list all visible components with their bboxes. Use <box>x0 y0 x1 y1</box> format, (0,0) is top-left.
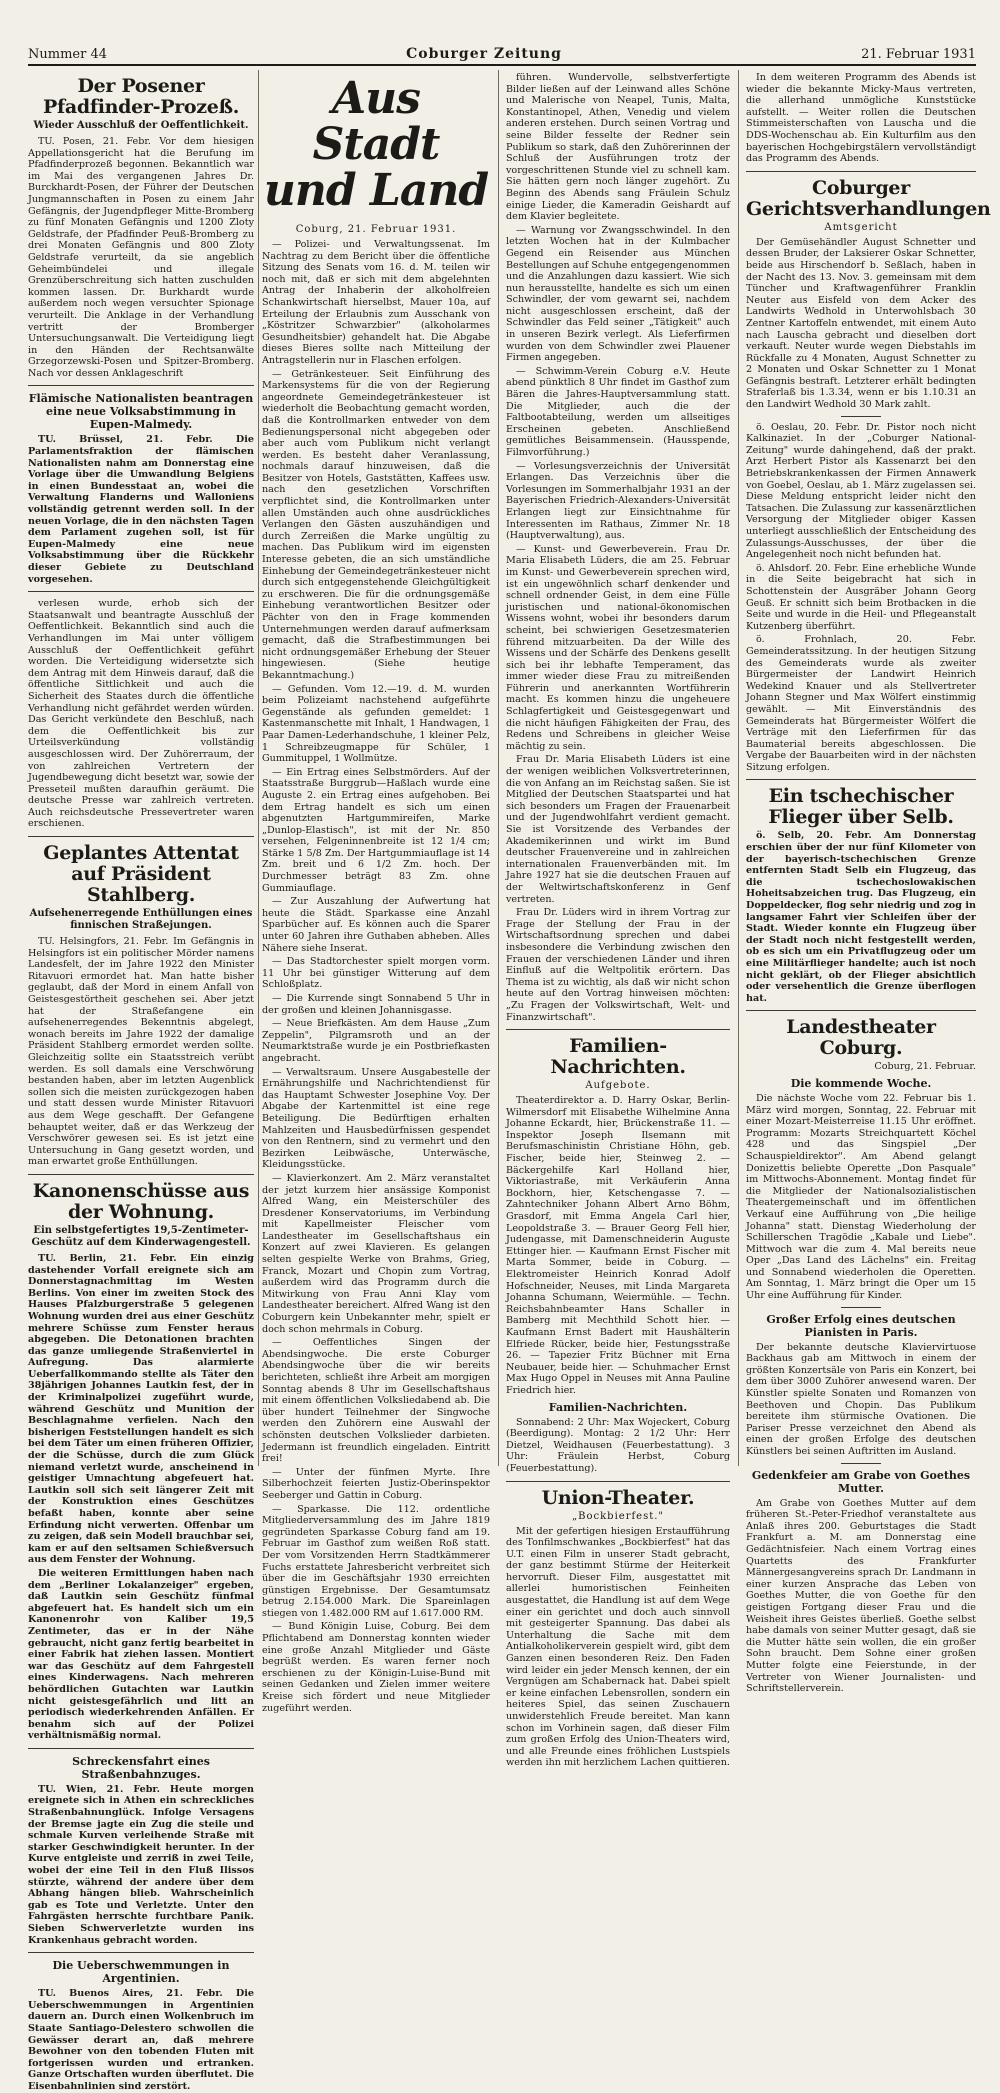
article-paragraph: — Verwaltsraum. Unsere Ausgabestelle der Ernährungshilfe und Nachrichtendienst für das Hauptamt Schwester Josephine Voy. Der Abgabe der Kartenmittel ist eine rege Beteiligung. Die Bedürftigen erhalten Mahlzeiten und Hausbedürfnissen gespendet von den Rentnern, sind zu vermehrt und den Bezirken Leibwäsche, Unterwäsche, Kleidungsstücke. <box>262 1066 490 1171</box>
article-paragraph: Mit der gefertigen hiesigen Erstaufführung des Tonfilmschwankes „Bockbierfest" hat das U.T. einen Film in unserer Stadt gebracht, der ganz bestimmt Stürme der Heiterkeit hervorruft. Dieser Film, ausgestattet mit allerlei humoristischen Feinheiten ausgestattet, die Handlung ist auf dem Wege einer ein gerichtet und doch auch sinnvoll mit gesteigerter Spannung. Das dabei als Unterhaltung die Sache mit dem Antialkoholikerverein gespielt wird, gibt dem Ganzen einen besonderen Reiz. Den Faden wird leider ein jeder Mensch kennen, der ein Vergnügen am Schabernack hat. Dabei spielt er keine einfachen Lebensrollen, sondern ein heiteres Spiel, das seinen Zuschauern unwiderstehlich Freude bereitet. Man kann schon im Vorhinein sagen, daß dieser Film zum großen Erfolg des Union-Theaters wird, und alle Freunde eines fröhlichen Lustspiels werden ihn mit herzlichem Lachen quittieren. <box>506 1525 730 1769</box>
column-3 <box>506 72 730 1769</box>
article-headline: Schreckensfahrt eines Straßenbahnzuges. <box>72 1754 210 1781</box>
newspaper-name: Coburger Zeitung <box>406 46 562 62</box>
article-paragraph: — Klavierkonzert. Am 2. März veranstaltet der jetzt kurzem hier ansässige Komponist Alfred Wang, ein Meisterschüler des Dresdener Konservatoriums, im Verbindung mit Kapellmeister Fleischer vom Landestheater im Gesellschaftshaus ein Konzert auf zwei Klavieren. Es gelangen selten gespielte Werke von Brahms, Grieg, Franck, Mozart und Chopin zum Vortrag, außerdem wird das Programm durch die Mitwirkung von Frau Anni Klay vom Landestheater bereichert. Alfred Wang ist den Coburgern kein Unbekannter mehr, spielt er doch schon mehrmals in Coburg. <box>262 1172 490 1335</box>
masthead-rule <box>28 64 976 66</box>
article-subheadline: Amtsgericht <box>824 221 898 233</box>
article-headline: Kanonenschüsse aus der Wohnung. <box>32 1179 250 1223</box>
article-paragraph: Der bekannte deutsche Klaviervirtuose Backhaus gab am Mittwoch in einem der größten Konzertsäle von Paris ein Konzert, bei dem über 3000 Zuhörer anwesend waren. Der Künstler spielte Sonaten und Romanzen von Beethoven und Chopin. Das Publikum bereitete ihm stürmische Ovationen. Die Pariser Presse verzeichnet den Abend als einen der großen Erfolge des deutschen Künstlers bei seinen Auftritten im Ausland. <box>746 1341 976 1457</box>
article-paragraph: — Oeffentliches Singen der Abendsingwoche. Die erste Coburger Abendsingwoche über die wir bereits berichteten, schließt ihre Arbeit am morgigen Sonntag abends 8 Uhr im Gesellschaftshaus mit einem öffentlichen Volksliedabend ab. Die über hundert Teilnehmer der Singwoche werden den Zuhörern eine Auswahl der schönsten deutschen Volkslieder darbieten. Jedermann ist freundlich eingeladen. Eintritt frei! <box>262 1337 490 1465</box>
article-subheadline: Aufsehenerregende Enthüllungen eines finnischen Straßejungen. <box>29 908 253 932</box>
article-headline: Flämische Nationalisten beantragen eine neue Volksabstimmung in Eupen-Malmedy. <box>28 392 254 432</box>
article-paragraph: — Unter der fünfmen Myrte. Ihre Silberhochzeit feierten Justiz-Oberinspektor Seeberger und Gattin in Coburg. <box>262 1466 490 1501</box>
article-paragraph: ö. Ahlsdorf. 20. Febr. Eine erhebliche Wunde in die Seite beigebracht hat sich in Schottenstein der Ausgräber Johann Georg Geuß. Er schnitt sich beim Brotbacken in die Seite und wurde in die Heil- und Pflegeanstalt Kutzenberg überführt. <box>746 562 976 632</box>
article-divider <box>746 171 976 172</box>
article-paragraph: — Das Stadtorchester spielt morgen vorm. 11 Uhr bei günstiger Witterung auf dem Schloßplatz. <box>262 956 490 991</box>
article-headline: Ein tschechischer Flieger über Selb. <box>768 785 954 829</box>
article-divider <box>28 1174 254 1175</box>
article-paragraph: Am Grabe von Goethes Mutter auf dem früheren St.-Peter-Friedhof veranstaltete aus Anlaß ihres 200. Geburtstages die Stadt Frankfurt a. M. am Donnerstag eine Gedächtnisfeier. Nach einem Vortrag eines Quartetts des Frankfurter Männergesangvereins sprach Dr. Landmann in einer kurzen Ansprache das Leben von Goethes Mutter, die von Goethe für den geistigen Fortgang dieser Frau und die Weisheit ihres Geistes überließ. Goethe selbst habe damals von seiner Mutter gesagt, daß sie die Mutter hätte sein wollen, die ein großer Sohn braucht. Dem Sohne einer großen Mutter folgte eine Feierstunde, in der Vertreter von Wiener Journalisten- und Schriftstellerverein. <box>746 1497 976 1695</box>
column-divider <box>738 70 739 1466</box>
article-subheadline: Wieder Ausschluß der Oeffentlichkeit. <box>33 120 249 131</box>
article-paragraph: — Gefunden. Vom 12.—19. d. M. wurden beim Polizeiamt nachstehend aufgeführte Gegenstände als gefunden gemeldet: 1 Kastenmanschette mit Inhalt, 1 Handwagen, 1 Paar Damen-Lederhandschuhe, 1 kleiner Pelz, 1 Schreibzeugmappe für Schüler, 1 Gummituppel, 1 Wollmütze. <box>262 683 490 765</box>
column-divider <box>498 70 499 1466</box>
article-paragraph: In dem weiteren Programm des Abends ist wieder die bekannte Micky-Maus vertreten, die allerhand unmögliche Kunststücke aufstellt. — Weiter rollen die Deutschen Stimmeisterschaften von Lauscha und die DDS-Wochenschau ab. Ein Kulturfilm aus den bayerischen Hochgebirgstälern vervollständigt das Programm des Abends. <box>746 72 976 165</box>
article-headline: Die Ueberschwemmungen in Argentinien. <box>52 1959 230 1986</box>
article-divider <box>506 1029 730 1030</box>
article-divider <box>746 1010 976 1011</box>
article-headline: Der Posener Pfadfinder-Prozeß. <box>42 75 240 118</box>
dateline: Coburg, 21. Februar 1931. <box>295 224 457 235</box>
article-headline: Familien-Nachrichten. <box>550 1035 686 1079</box>
article-headline: Landestheater Coburg. <box>786 1016 936 1060</box>
article-paragraph: — Kunst- und Gewerbeverein. Frau Dr. Maria Elisabeth Lüders, die am 25. Februar im Kunst- und Gewerbeverein sprechen wird, ist ein ungewöhnlich scharf denkender und schnell ordnender Geist, in dem eine Fülle juristischen und national-ökonomischen Wissens wohnt, wobei ihr besonders darum scheint, bei schwierigen Gesetzesmaterien führend mitzuarbeiten. Da der Wille des Wissens und der Schärfe des Denkens gesellt sich bei ihr lebhafte Temperament, das immer wieder diese Frau zu mitreißenden Führerin und anerkannten Wortführerin macht. Es kommen hinzu die ungeheuere Schlagfertigkeit und Geistesgegenwart und die nicht häufigen Fähigkeiten der Frau, des Redens und Schreibens in gleicher Weise mächtig zu sein. <box>506 543 730 752</box>
article-paragraph: — Warnung vor Zwangsschwindel. In den letzten Wochen hat in der Kulmbacher Gegend ein Reisender aus München Bestellungen auf Schuhe entgegengenommen und die Anzahlungen dazu kassiert. Wie sich nun herausstellte, handelte es sich um einen Schwindler, der vom gewarnt sei, nachdem nicht ausgeschlossen erscheint, daß der Schwindler das Feld seiner „Tätigkeit" auch in unseren Bezirk verlegt. Als Lieferfirmen wurden von dem Schwindler zwei Plauener Firmen angegeben. <box>506 224 730 364</box>
article-paragraph: — Schwimm-Verein Coburg e.V. Heute abend pünktlich 8 Uhr findet im Gasthof zum Bären die Jahres-Hauptversammlung statt. Die Mitglieder, auch die der Faltbootabteilung, werden um allseitiges Erscheinen gebeten. Anschließend gemütliches Beisammensein. (Hausspende, Filmvorführung.) <box>506 365 730 458</box>
article-paragraph: — Neue Briefkästen. Am dem Hause „Zum Zeppelin", Pilgramsroth und an der Neumarktstraße wurde je ein Postbriefkasten angebracht. <box>262 1018 490 1064</box>
article-headline: Union-Theater. <box>541 1486 695 1509</box>
article-paragraph: Sonnabend: 2 Uhr: Max Wojeckert, Coburg (Beerdigung). Montag: 2 1/2 Uhr: Herr Dietzel, Weidhausen (Feuerbestattung). 3 Uhr: Fräulein Herbst, Coburg (Feuerbestattung). <box>506 1416 730 1474</box>
article-divider <box>28 836 254 837</box>
article-paragraph: — Sparkasse. Die 112. ordentliche Mitgliederversammlung des im Jahre 1819 gegründeten Sparkasse Coburg fand am 19. Februar im Gasthof zum weißen Roß statt. Der vom Vorsitzenden Herrn Stadtkämmerer Fuchs erstattete Jahresbericht verbreitet sich über die im Geschäftsjahr 1930 erreichten günstigen Ergebnisse. Der Gesamtumsatz betrug 2.154.000 Mark. Die Spareinlagen stiegen von 1.482.000 RM auf 1.617.000 RM. <box>262 1503 490 1619</box>
article-subheadline: Ein selbstgefertigtes 19,5-Zentimeter-Geschütz auf dem Kinderwagengestell. <box>31 1224 251 1248</box>
article-headline: Großer Erfolg eines deutschen Pianisten in Paris. <box>766 1312 956 1339</box>
issue-date: 21. Februar 1931 <box>861 47 976 62</box>
article-paragraph: TU. Posen, 21. Febr. Vor dem hiesigen Appellationsgericht hat die Berufung im Pfadfinderprozeß begonnen. Bekanntlich war im Mai des vergangenen Jahres Dr. Burckhardt-Posen, der Führer der Deutschen Jungmannschaften in Posen zu einem Jahr Gefängnis, der Jugendpfleger Mitte-Bromberg zu fünf Monaten Gefängnis und 1200 Zloty Geldstrafe, der Pfadfinder Peuß-Bromberg zu drei Monaten Gefängnis und 800 Zloty Geldstrafe verurteilt, da sie angeblich Geheimbündelei und illegale Grenzüberschreitung sich hatten zuschulden kommen lassen. Dr. Burkhardt wurde außerdem noch wegen versuchter Spionage verurteilt. Die Anklage in der Verhandlung vertritt der Bromberger Untersuchungsanwalt. Die Verteidigung liegt in den Händen der Rechtsanwälte Grzegorzewski-Posen und Spitzer-Bromberg. Nach vor dessen Anklageschrift <box>28 136 254 379</box>
article-paragraph: verlesen wurde, erhob sich der Staatsanwalt und beantragte Ausschluß der Oeffentlichkeit. Bekanntlich sind auch die Verhandlungen im Mai unter völligem Ausschluß der Oeffentlichkeit geführt worden. Die Verteidigung widersetzte sich dem Antrag mit dem Hinweis darauf, daß die öffentliche Sittlichkeit und auch die Sicherheit des Staates durch die öffentliche Verhandlung nicht gefährdet werden würden. Das Gericht verkündete den Beschluß, nach dem die Oeffentlichkeit bis zur Urteilsverkündung vollständig ausgeschlossen wird. Der Zuhörerraum, der von zahlreichen Vertretern der Jugendbewegung dicht besetzt war, sowie der Presseteil mußten daraufhin geräumt. Die deutsche Presse war zahlreich vertreten. Auch reichsdeutsche Pressevertreter waren erschienen. <box>28 598 254 830</box>
article-paragraph: Der Gemüsehändler August Schnetter und dessen Bruder, der Laksierer Oskar Schnetter, beide aus Hirschendorf b. Seßlach, haben in der Nacht des 13. Nov. 3. gemeinsam mit dem Tüncher und Kraftwagenführer Franklin Neuter aus Eisfeld von dem Acker des Landwirts Wedhold in Unterwohlsbach 30 Zentner Kartoffeln entwendet, mit einem Auto nach Lauscha gebracht und dieselben dort verkauft. Neuter wurde wegen Diebstahls im Rückfalle zu 4 Monaten, August Schnetter zu 2 Monaten und Oskar Schnetter zu 1 Monat Gefängnis bestraft. Letzterer erhält bedingten Straferlaß bis 1.3.34, wenn er bis 1.10.31 an den Landwirt Wedhold 30 Mark zahlt. <box>746 236 976 411</box>
article-headline: Geplantes Attentat auf Präsident Stahlberg. <box>43 842 239 907</box>
article-divider <box>841 1463 881 1464</box>
column-divider <box>258 70 259 1466</box>
article-paragraph: TU. Buenos Aires, 21. Febr. Die Ueberschwemmungen in Argentinien dauern an. Durch einen Wolkenbruch im Staate Santiago-Delestero schwollen die Gewässer derart an, daß mehrere Bewohner von den tobenden Fluten mit fortgerissen wurden und ertranken. Ganze Ortschaften wurden überflutet. Die Eisenbahnlinien sind zerstört. <box>28 1988 254 2092</box>
article-paragraph: Die nächste Woche vom 22. Februar bis 1. März wird morgen, Sonntag, 22. Februar mit einer Mozart-Meisterreise 11.15 Uhr eröffnet. Programm: Mozarts Streichquartett Köchel 428 und das Singspiel „Der Schauspieldirektor". Am Abend gelangt Donizettis beliebte Operette „Don Pasquale" im Mittwochs-Abonnement. Montag findet für die Mitglieder der Nationalsozialistischen Theatergemeinschaft und im öffentlichen Verkauf eine Aufführung von „Die heilige Johanna" statt. Dienstag Wiederholung der Schillerschen Tragödie „Kabale und Liebe". Mittwoch war die zum 4. Mal bereits neue Oper „Das Land des Lächelns" ein. Freitag und Sonnabend wiederholen die Operetten. Am Sonntag, 1. März bringt die Oper um 15 Uhr eine Aufführung für Kinder. <box>746 1092 976 1302</box>
article-paragraph: Theaterdirektor a. D. Harry Oskar, Berlin-Wilmersdorf mit Elisabethe Wilhelmine Anna Johanne Eckardt, hier, Brückenstraße 11. — Inspektor Joseph Ilsemann mit Berufsmaschinistin Christiane Höhn, geb. Fischer, beide hier, Steinweg 2. — Bäckergehilfe Karl Holland hier, Viktoriastraße, mit Verkäuferin Anna Bockhorn, hier, Ketschengasse 7. — Zahntechniker Johann Albert Arno Böhm, Grasdorf, mit Emma Angela Carl hier, Leopoldstraße 3. — Brauer Georg Fell hier, Judengasse, mit Damenschneiderin Auguste Ettinger hier. — Kaufmann Ernst Fischer mit Marta Sommer, beide in Coburg. — Elektromeister Heinrich Konrad Adolf Hofschneider, Neuses, mit Linda Margareta Johanna Schumann, Weiermühle. — Techn. Reichsbahnbeamter Hans Schaller in Bamberg mit Mechthild Schott hier. — Kaufmann Ernst Badert mit Haushälterin Elfriede Rücker, beide hier, Festungsstraße 26. — Tapezier Fritz Büchner mit Erna Neubauer, beide hier. — Schuhmacher Ernst Max Hugo Oppel in Neuses mit Anna Pauline Friedrich hier. <box>506 1095 730 1396</box>
article-paragraph: Frau Dr. Lüders wird in ihrem Vortrag zur Frage der Stellung der Frau in der Wirtschaftsordnung sprechen und dabei insbesondere die Verbindung zwischen den Frauen der verschiedenen Länder und ihren Einfluß auf die Weltpolitik erörtern. Das Thema ist zu wichtig, als daß wir nicht schon heute auf den Vortrag hinweisen möchten: „Zu Fragen der Volkswirtschaft, Welt- und Finanzwirtschaft". <box>506 907 730 1023</box>
dateline: Coburg, 21. Februar. <box>874 1061 976 1073</box>
article-paragraph: — Getränkesteuer. Seit Einführung des Markensystems für die von der Regierung angeordnete Gemeindegetränkesteuer ist wiederholt die Beobachtung gemacht worden, daß die Kontrollmarken entweder von dem Bedienungspersonal nicht abgegeben oder aber auch vom Publikum nicht verlangt werden. Es besteht daher Veranlassung, nochmals darauf hinzuweisen, daß die Besitzer von Hotels, Gaststätten, Kaffees usw. nach den gesetzlichen Vorschriften verpflichtet sind, die Kontrollmarken unter allen Umständen auch ohne ausdrückliches Verlangen den Gästen auszuhändigen und durch Zerreißen die Marke ungültig zu machen. Das Publikum wird im eigensten Interesse gebeten, die an sich umständliche Einhebung der Gemeindegetränkesteuer nicht durch sich entgegenstehende Gleichgültigkeit zu erschweren. Die für die ordnungsgemäße Einhebung verantwortlichen Besitzer oder Pächter von den in Frage kommenden Unternehmungen werden darauf aufmerksam gemacht, daß die Strafbestimmungen bei nicht ordnungsgemäßer Erhebung der Steuer hingewiesen. (Siehe heutige Bekanntmachung.) <box>262 368 490 681</box>
article-divider <box>841 1307 881 1308</box>
column-1 <box>28 72 254 2092</box>
article-paragraph: — Zur Auszahlung der Aufwertung hat heute die Städt. Sparkasse eine Anzahl Sparbücher auf. Es können auch die Sparer unter 60 Jahren ihre Guthaben abheben. Alles Nähere siehe Inserat. <box>262 896 490 954</box>
article-divider <box>506 1481 730 1482</box>
article-paragraph: TU. Brüssel, 21. Febr. Die Parlamentsfraktion der flämischen Nationalisten nahm am Donnerstag eine Vorlage über die Umwandlung Belgiens in einen Bundesstaat an, wobei die Verwaltung Flanderns und Walloniens vollständig getrennt werden soll. In der neuen Vorlage, die in den nächsten Tagen dem Parlament zugehen soll, ist für Eupen-Malmedy eine neue Volksabstimmung über die Rückkehr dieser Gebiete zu Deutschland vorgesehen. <box>28 434 254 585</box>
article-subheadline: Familien-Nachrichten. <box>548 1400 688 1414</box>
article-divider <box>28 385 254 386</box>
article-paragraph: führen. Wundervolle, selbstverfertigte Bilder ließen auf der Leinwand alles Schöne und Malerische von Neapel, Tunis, Malta, Konstantinopel, Athen, Venedig und vielem anderen erstehen. Durch seinen Vortrag und seine Bilder fesselte der Redner sein Publikum so stark, daß den Zuhörerinnen der Schluß der Ausführungen trotz der vorgeschrittenen Stunde viel zu schnell kam. Sie hätten gern noch länger zugehört. Zu Beginn des Abends sang Fräulein Schulz einige Lieder, die Kameradin Geishardt auf dem Klavier begleitete. <box>506 72 730 223</box>
article-subheadline: „Bockbierfest." <box>571 1510 665 1522</box>
column-4 <box>746 72 991 1695</box>
article-paragraph: ö. Oeslau, 20. Febr. Dr. Pistor noch nicht Kalkinaziet. In der „Coburger National-Zeitung" wurde dahingehend, daß der prakt. Arzt Herbert Pistor als Kassenarzt bei den Betriebskrankenkassen der Firmen Annawerk von Goebel, Oeslau, ab 1. März zugelassen sei. Diese Meldung entspricht leider nicht den Tatsachen. Die Zulassung zur kassenärztlichen Versorgung der Mitglieder obiger Kassen unterliegt ausschließlich der Entscheidung des Zulassungs-Ausschusses, der über die Angelegenheit noch nicht befunden hat. <box>746 421 976 561</box>
article-headline: Coburger Gerichtsverhandlungen <box>746 176 991 220</box>
article-paragraph: TU. Helsingfors, 21. Febr. Im Gefängnis in Helsingfors ist ein politischer Mörder namens Landesfelt, der im Jahre 1922 den Minister Ritavuori ermordet hat. Man hatte bisher geglaubt, daß der Mord in einem Anfall von Geistesgestörtheit geschehen sei. Aber jetzt hat der Straßefangene ein aufsehenerregendes Bekenntnis abgelegt, wonach bereits im Jahre 1922 der damalige Präsident Stahlberg ermordet werden sollte. Gleichzeitig sollte ein Staatsstreich verübt werden. Es soll damals eine Verschwörung bestanden haben, aber im letzten Augenblick sollen sich die meisten zurückgezogen haben und statt dessen wurde Minister Ritavuori aus dem Wege geschafft. Der Gefangene behauptet weiter, daß er das Werkzeug der Verschwörer gewesen sei. Es ist jetzt eine Untersuchung in Gang gesetzt worden, und man erwartet große Enthüllungen. <box>28 936 254 1168</box>
article-subheadline: Die kommende Woche. <box>790 1076 932 1090</box>
article-paragraph: — Polizei- und Verwaltungssenat. Im Nachtrag zu dem Bericht über die öffentliche Sitzung des Senats vom 16. d. M. teilen wir noch mit, daß er sich mit dem abgelehnten Antrag der Inhaberin der alkoholfreien Schankwirtschaft hierselbst, Mauer 10a, auf Erteilung der Erlaubnis zum Ausschank von „Köstritzer Schwarzbier" (alkoholarmes Gesundheitsbier) gehandelt hat. Die Abgabe dieses Bieres sollte nach Mitteilung der Antragstellerin nur in Flaschen erfolgen. <box>262 239 490 366</box>
section-headline: Aus Stadt und Land <box>263 73 489 216</box>
article-divider <box>28 1952 254 1953</box>
article-paragraph: — Vorlesungsverzeichnis der Universität Erlangen. Das Verzeichnis über die Vorlesungen im Sommerhalbjahr 1931 an der Bayerischen Friedrich-Alexanders-Universität Erlangen liegt zur Einsichtnahme für Interessenten im Rathaus, Zimmer Nr. 18 (Hauptverwaltung), aus. <box>506 460 730 542</box>
article-paragraph: ö. Selb, 20. Febr. Am Donnerstag erschien über der nur fünf Kilometer von der bayerisch-tschechischen Grenze entfernten Stadt Selb ein Flugzeug, das die tschechoslowakischen Hoheitsabzeichen trug. Das Flugzeug, ein Doppeldecker, flog sehr niedrig und zog in langsamer Fahrt vier Schleifen über der Stadt. Wieder konnte ein Flugzeug über der Stadt noch nicht festgestellt werden, ob es sich um ein Privatflugzeug oder um eine Militärflieger handelte; auch ist noch nicht geklärt, ob der Flieger absichtlich oder versehentlich die Grenze überflogen hat. <box>746 830 976 1004</box>
article-paragraph: Die weiteren Ermittlungen haben nach dem „Berliner Lokalanzeiger" ergeben, daß Lautkin sein Geschütz fünfmal abgefeuert hat. Es handelt sich um ein Kanonenrohr von Kaliber 19,5 Zentimeter, das er in der Nähe gebraucht, nicht ganz fertig bearbeitet in einer Fabrik hat ziehen lassen. Montiert war das Geschütz auf dem Fahrgestell eines Kinderwagens. Nach mehreren behördlichen Gutachten war Lautkin nicht geistesgefährlich und litt an periodisch wiederkehrenden Anfällen. Er benahm sich auf der Polizei verhältnismäßig normal. <box>28 1567 254 1742</box>
article-divider <box>28 591 254 592</box>
masthead <box>28 40 976 62</box>
article-paragraph: Frau Dr. Maria Elisabeth Lüders ist eine der wenigen weiblichen Volksvertreterinnen, die von Anfang an im Reichstag saßen. Sie ist Mitglied der Deutschen Staatspartei und hat sich besonders um Fragen der Frauenarbeit und der Jugendwohlfahrt verdient gemacht. Sie ist Vorsitzende des Verbandes der Akademikerinnen und wirkt im Bund deutscher Frauenvereine und in zahlreichen internationalen Frauenverbänden mit. Im Jahre 1927 hat sie die deutschen Frauen auf der Weltwirtschaftskonferenz in Genf vertreten. <box>506 754 730 905</box>
article-subheadline: Aufgebote. <box>585 1080 651 1092</box>
article-divider <box>28 1748 254 1749</box>
article-paragraph: — Bund Königin Luise, Coburg. Bei dem Pflichtabend am Donnerstag konnten wieder eine große Anzahl Mitglieder und Gäste begrüßt werden. Es waren ferner noch erschienen zu der Königin-Luise-Bund mit seinen Gedanken und Zielen immer weitere Kreise sich fördert und neue Mitglieder zugeführt werden. <box>262 1621 490 1714</box>
article-paragraph: — Die Kurrende singt Sonnabend 5 Uhr in der großen und kleinen Johannisgasse. <box>262 993 490 1016</box>
article-headline: Gedenkfeier am Grabe von Goethes Mutter. <box>751 1468 971 1495</box>
article-divider <box>841 416 881 417</box>
article-divider <box>746 779 976 780</box>
column-2 <box>262 72 490 1714</box>
issue-number: Nummer 44 <box>28 47 107 62</box>
article-paragraph: TU. Berlin, 21. Febr. Ein einzig dastehender Vorfall ereignete sich am Donnerstagnachmittag im Westen Berlins. Von einer im zweiten Stock des Hauses Pfalzburgerstraße 5 gelegenen Wohnung wurden drei aus einer Geschütz mehrere Schüsse zum Fenster heraus abgegeben. Die Detonationen brachten das ganze umliegende Straßenviertel in Aufregung. Das alarmierte Ueberfallkommando stellte als Täter den 38jährigen Johannes Lautkin fest, der in der Kriminalpolizei zugeführt wurde, während Geschütz und Munition der Beschlagnahme verfielen. Nach den bisherigen Feststellungen handelt es sich bei dem Täter um einen früheren Offizier, der die Schüsse, durch die zum Glück niemand verletzt wurde, anscheinend in geistiger Umnachtung abgefeuert hat. Lautkin soll sich seit längerer Zeit mit der Konstruktion eines Geschützes befaßt haben, konnte aber seine Erfindung nicht verwerten. Offenbar um zu zeigen, daß sein Modell brauchbar sei, kam er auf den seltsamen Schießversuch aus dem Fenster der Wohnung. <box>28 1252 254 1566</box>
article-paragraph: TU. Wien, 21. Febr. Heute morgen ereignete sich in Athen ein schreckliches Straßenbahnunglück. Infolge Versagens der Bremse jagte ein Zug die steile und schmale Kurven verleihende Straße mit starker Geschwindigkeit herunter. In der Kurve entgleiste und zerriß in zwei Teile, wobei der eine Teil in den Fluß Ilissos stürzte, während der andere über dem Abhang hängen blieb. Wahrscheinlich gab es Tote und Verletzte. Unter den Fahrgästen herrschte furchtbare Panik. Sieben Schwerverletzte wurden ins Krankenhaus gebracht worden. <box>28 1783 254 1946</box>
article-paragraph: — Ein Ertrag eines Selbstmörders. Auf der Staatsstraße Burggrub—Haßlach wurde eine Auguste 2. ein Ertrag eines aufgehoben. Bei dem Ertrag handelt es sich um einen abgenutzten Hartgummireifen, Marke „Dunlop-Elastisch", ist mit der Nr. 850 versehen, Felgeninnenbreite ist 12 1/4 cm; Stärke 1 5/8 Zm. Der Hartgummiauflage ist 14 Zm. breit und 6 1/2 Zm. hoch. Der Durchmesser beträgt 83 Zm. ohne Gummiauflage. <box>262 766 490 894</box>
article-paragraph: ö. Frohnlach, 20. Febr. Gemeinderatssitzung. In der heutigen Sitzung des Gemeinderats wurde als zweiter Bürgermeister der Landwirt Heinrich Wedekind Knauer und als Stellvertreter Johann Stegner und Max Wölfert einstimmig gewählt. — Mit Einverständnis des Gemeinderats hat Bürgermeister Wölfert die Verträge mit den Lieferfirmen für das Baumaterial bereits abgeschlossen. Die Vergabe der Bauarbeiten wird in der nächsten Sitzung erfolgen. <box>746 634 976 773</box>
